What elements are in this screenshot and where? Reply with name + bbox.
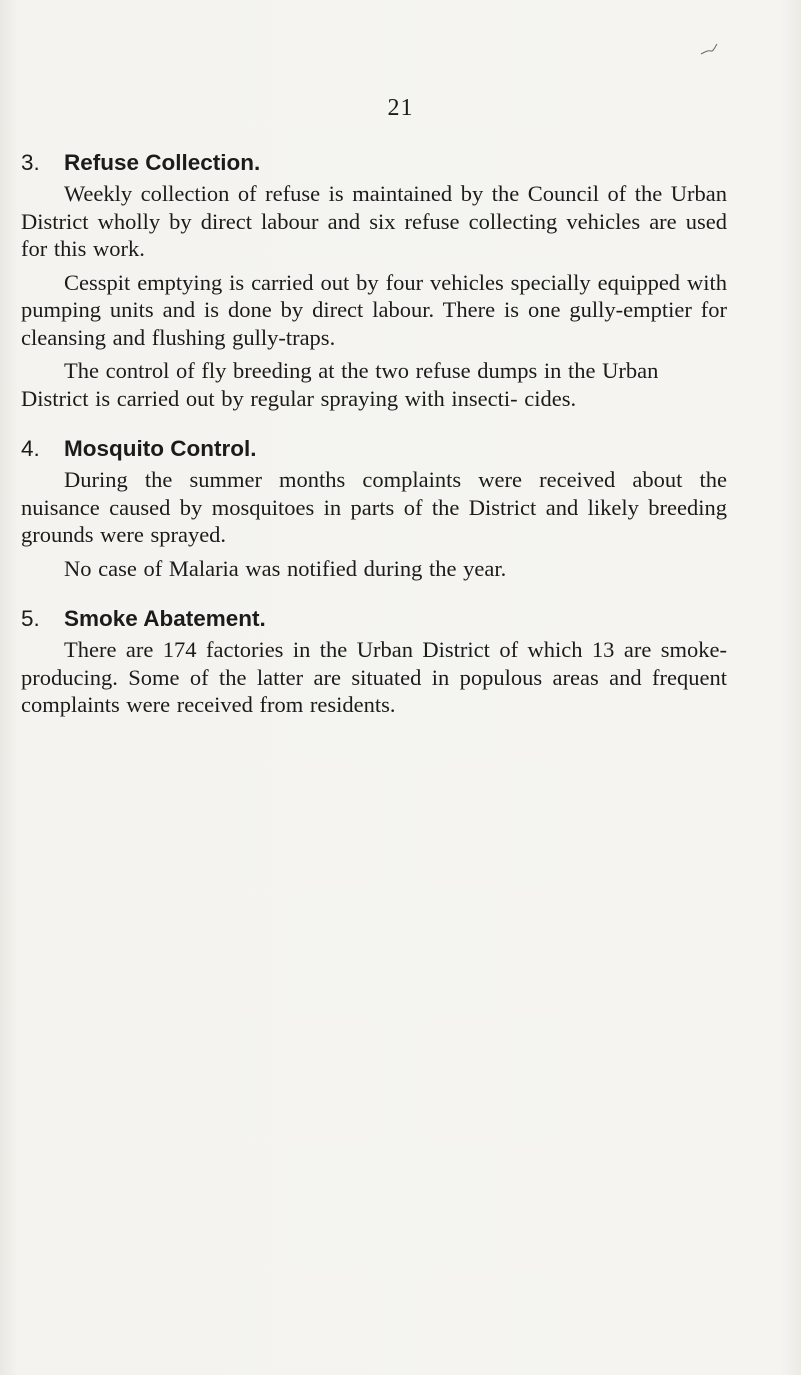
section-heading xyxy=(21,434,727,464)
section-heading xyxy=(21,148,727,178)
section-number: 3. xyxy=(21,150,40,175)
section-title: Refuse Collection. xyxy=(64,150,261,175)
section-number: 5. xyxy=(21,606,40,631)
paragraph: Weekly collection of refuse is maintained by the Council of the Urban District wholly by direct labour and six refuse collecting vehicles are used for this work. xyxy=(21,181,727,261)
section-heading xyxy=(21,604,727,634)
paragraph: The control of fly breeding at the two refuse dumps in the Urban District is carried out by regular spraying with insecti- cides. xyxy=(21,358,659,411)
paragraph: Cesspit emptying is carried out by four vehicles specially equipped with pumping units and is done by direct labour. There is one gully-emptier for cleansing and flushing gully-traps. xyxy=(21,269,727,350)
paragraph: No case of Malaria was notified during the year. xyxy=(64,555,507,581)
section-title: Mosquito Control. xyxy=(64,436,257,461)
pencil-mark xyxy=(700,42,718,56)
section-mosquito-control xyxy=(21,434,727,582)
section-title: Smoke Abatement. xyxy=(64,606,266,631)
paragraph: There are 174 factories in the Urban District of which 13 are smoke-producing. Some of the latter are situated in populous areas and frequent complaints were received from residents. xyxy=(21,637,727,717)
section-refuse-collection xyxy=(21,148,727,412)
document-body xyxy=(21,148,727,741)
section-number: 4. xyxy=(21,436,40,461)
page-number: 21 xyxy=(387,95,414,121)
section-smoke-abatement xyxy=(21,604,727,719)
paragraph: During the summer months complaints were received about the nuisance caused by mosquitoes in parts of the District and likely breeding grounds were sprayed. xyxy=(21,467,727,547)
